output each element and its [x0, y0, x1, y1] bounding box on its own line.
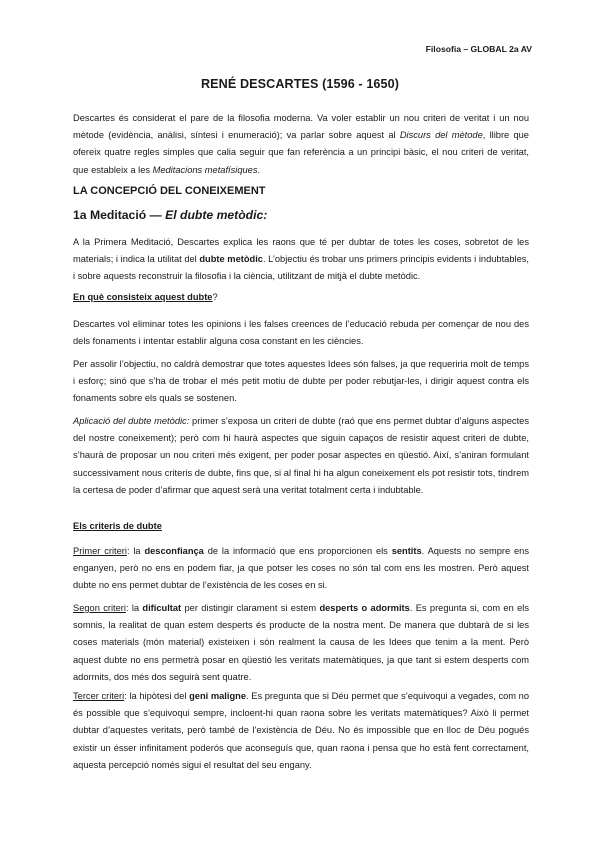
paragraph-eliminate-beliefs: Descartes vol eliminar totes les opinions i les falses creences de l’educació rebuda per començar de nou des dels fonaments i intentar establir alguna cosa constant en les ciències.: [73, 319, 529, 347]
meditation-heading: 1a Meditació — El dubte metòdic:: [73, 208, 268, 222]
criterion-second: Segon criteri: la dificultat per distingir clarament si estem desperts o adormits. Es pregunta si, com en els somnis, la realitat de quan estem desperts és producte de la nostra ment. De manera que dubtarà de si les coses materials (món material) existeixen i són realment la causa de les Idees que tenim a la ment. Però aquest dubte no ens permetrà posar en qüestió les veritats matemàtiques, ja que tant si estem desperts com adormits, dos més dos seguirà sent quatre.: [73, 603, 529, 682]
book-title-discurs: Discurs del mètode: [399, 130, 483, 141]
intro-paragraph: Descartes és considerat el pare de la filosofia moderna. Va voler establir un nou criteri de veritat i un nou mètode (evidència, anàlisi, síntesi i enumeració); va parlar sobre aquest al Discurs del mètode, llibre que ofereix quatre regles simples que calia seguir que fan referència a un principi bàsic, el nou criteri de veritat, que estableix a les Meditacions metafísiques.: [73, 113, 529, 175]
book-title-meditacions: Meditacions metafísiques: [152, 164, 258, 175]
criterion-first: Primer criteri: la desconfiança de la informació que ens proporcionen els sentits. Aquests no sempre ens enganyen, però no ens en podem fiar, ja que potser les coses no són tal com ens les mostren. Però aquest dubte no ens permet dubtar de l’existència de les coses en si.: [73, 546, 529, 591]
paragraph-methodic-doubt: A la Primera Meditació, Descartes explica les raons que té per dubtar de totes les coses, sobretot de les materials; i indica la utilitat del dubte metòdic. L’objectiu és trobar uns primers principis evidents i indubtables, i sobre aquests reconstruir la filosofia i la ciència, utilitzant de mitjà el dubte metòdic.: [73, 237, 529, 282]
paragraph-objective: Per assolir l’objectiu, no caldrà demostrar que totes aquestes Idees són falses, ja que requeriria molt de temps i esforç; sinó que s’ha de trobar el més petit motiu de dubte per poder rebutjar-les, i dirigir aquest contra els fonaments sobre els quals se sostenen.: [73, 359, 529, 404]
criteria-heading: Els criteris de dubte: [73, 521, 162, 531]
document-title: RENÉ DESCARTES (1596 - 1650): [200, 77, 400, 91]
criterion-third: Tercer criteri: la hipòtesi del geni maligne. Es pregunta que si Déu permet que s’equivoqui a vegades, com no és possible que s’equivoqui sempre, incloent-hi quan raona sobre les veritats matemàtiques? Això li permet dubtar d’aquestes veritats, però també de l’existència de Déu. No és impossible que en lloc de Déu pogués existir un ésser infinitament poderós que aconseguís que, quan raona i pensa que ho està fent correctament, aquesta percepció només sigui el resultat del seu engany.: [73, 691, 530, 770]
page-header: Filosofia – GLOBAL 2a AV: [425, 44, 532, 54]
paragraph-application: Aplicació del dubte metòdic: primer s’exposa un criteri de dubte (raó que ens permet dubtar d’alguns aspectes del nostre coneixement); però com hi haurà aspectes que siguin capaços de resistir aquest criteri de dubte, s’haurà de proposar un nou criteri més exigent, per poder posar aspectes en qüestió. Així, s’aniran formulant successivament nous criteris de dubte, fins que, si al final hi ha algun coneixement els pot resistir tots, tindrem la certesa de poder d’afirmar que aquest serà una veritat totalment certa i indubtable.: [73, 416, 529, 495]
section-heading: LA CONCEPCIÓ DEL CONEIXEMENT: [73, 185, 266, 197]
question-heading: En què consisteix aquest dubte?: [73, 292, 218, 302]
